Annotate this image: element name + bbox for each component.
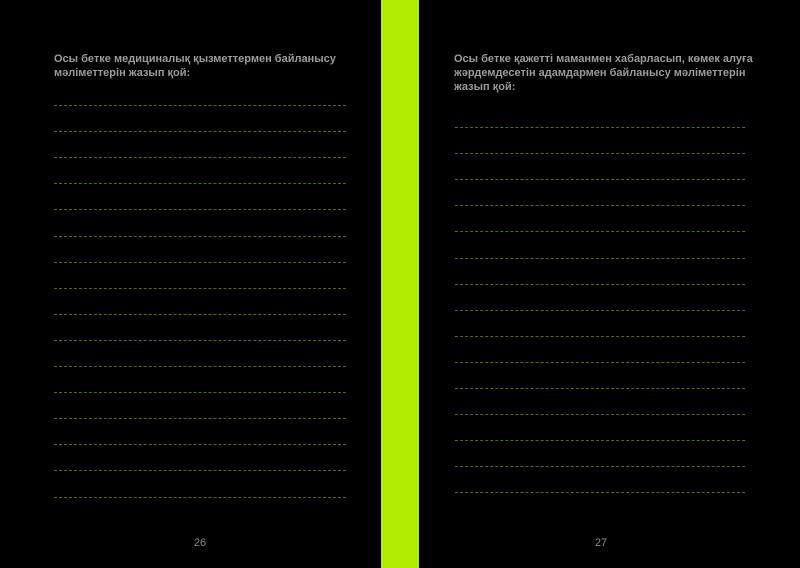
- writing-line: [455, 127, 745, 128]
- writing-line: [455, 153, 745, 154]
- writing-line: [455, 362, 745, 363]
- writing-line: [54, 366, 346, 367]
- writing-line: [455, 440, 745, 441]
- right-page: [419, 0, 800, 568]
- writing-line: [455, 466, 745, 467]
- writing-line: [455, 336, 745, 337]
- writing-line: [54, 288, 346, 289]
- right-page-number: 27: [594, 537, 608, 549]
- writing-line: [54, 131, 346, 132]
- writing-line: [54, 340, 346, 341]
- right-page-prompt: Осы бетке қажетті маманмен хабарласып, көмек алуға жәрдемдесетін адамдармен байланысу мәліметтерін жазып қой:: [454, 53, 753, 93]
- writing-line: [455, 284, 745, 285]
- writing-line: [54, 236, 346, 237]
- writing-line: [455, 258, 745, 259]
- writing-line: [54, 209, 346, 210]
- writing-line: [455, 414, 745, 415]
- writing-line: [455, 492, 745, 493]
- writing-line: [54, 444, 346, 445]
- writing-line: [54, 183, 346, 184]
- writing-line: [455, 179, 745, 180]
- writing-line: [54, 392, 346, 393]
- writing-line: [54, 105, 346, 106]
- writing-line: [54, 262, 346, 263]
- writing-line: [54, 418, 346, 419]
- writing-line: [54, 497, 346, 498]
- left-page-number: 26: [193, 537, 207, 549]
- writing-line: [455, 388, 745, 389]
- writing-line: [54, 470, 346, 471]
- writing-line: [455, 205, 745, 206]
- writing-line: [455, 231, 745, 232]
- writing-line: [455, 310, 745, 311]
- spine-accent-bar: [381, 0, 419, 568]
- left-page-prompt: Осы бетке медициналық қызметтермен байланысу мәліметтерін жазып қой:: [54, 53, 336, 79]
- left-page: [0, 0, 381, 568]
- writing-line: [54, 157, 346, 158]
- writing-line: [54, 314, 346, 315]
